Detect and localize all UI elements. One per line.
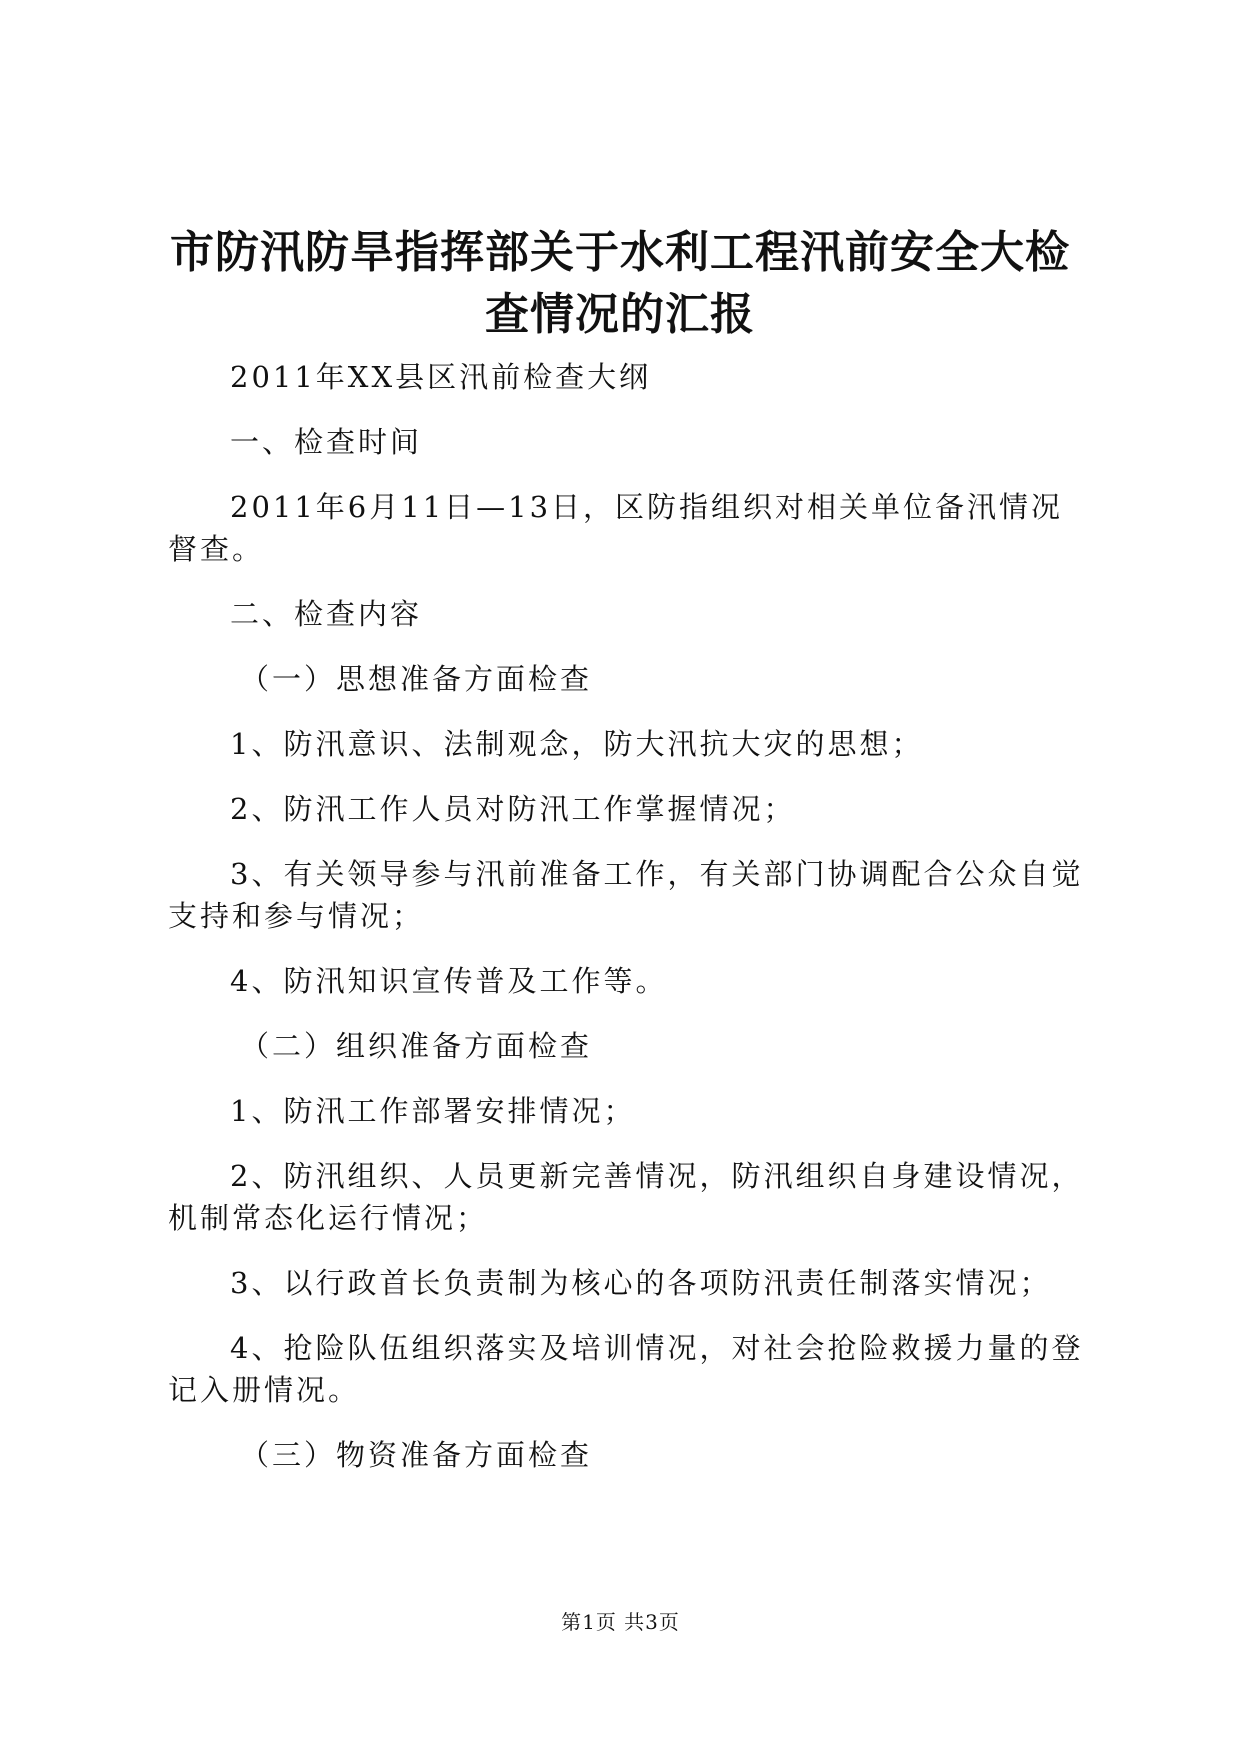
list-item: 4、抢险队伍组织落实及培训情况，对社会抢险救援力量的登记入册情况。 [168,1331,1084,1407]
list-item: 1、防汛工作部署安排情况； [230,1094,636,1128]
paragraph-time-detail: 2011年6月11日—13日，区防指组织对相关单位备汛情况督查。 [168,490,1064,566]
section-heading-content: 二、检查内容 [230,597,423,631]
subsection-heading-organization: （二）组织准备方面检查 [240,1029,593,1063]
page-footer: 第1页 共3页 [561,1610,680,1634]
subsection-heading-materials: （三）物资准备方面检查 [240,1438,593,1472]
paragraph-outline-title: 2011年XX县区汛前检查大纲 [230,360,652,394]
list-item: 2、防汛组织、人员更新完善情况，防汛组织自身建设情况，机制常态化运行情况； [168,1159,1084,1235]
document-body [168,356,1084,1499]
list-item: 1、防汛意识、法制观念，防大汛抗大灾的思想； [230,727,924,761]
list-item: 3、有关领导参与汛前准备工作，有关部门协调配合公众自觉支持和参与情况； [168,857,1084,933]
document-title: 市防汛防旱指挥部关于水利工程汛前安全大检查情况的汇报 [170,227,1070,340]
section-heading-time: 一、检查时间 [230,425,423,459]
subsection-heading-ideology: （一）思想准备方面检查 [240,662,593,696]
list-item: 4、防汛知识宣传普及工作等。 [230,964,668,998]
list-item: 3、以行政首长负责制为核心的各项防汛责任制落实情况； [230,1266,1052,1300]
list-item: 2、防汛工作人员对防汛工作掌握情况； [230,792,796,826]
